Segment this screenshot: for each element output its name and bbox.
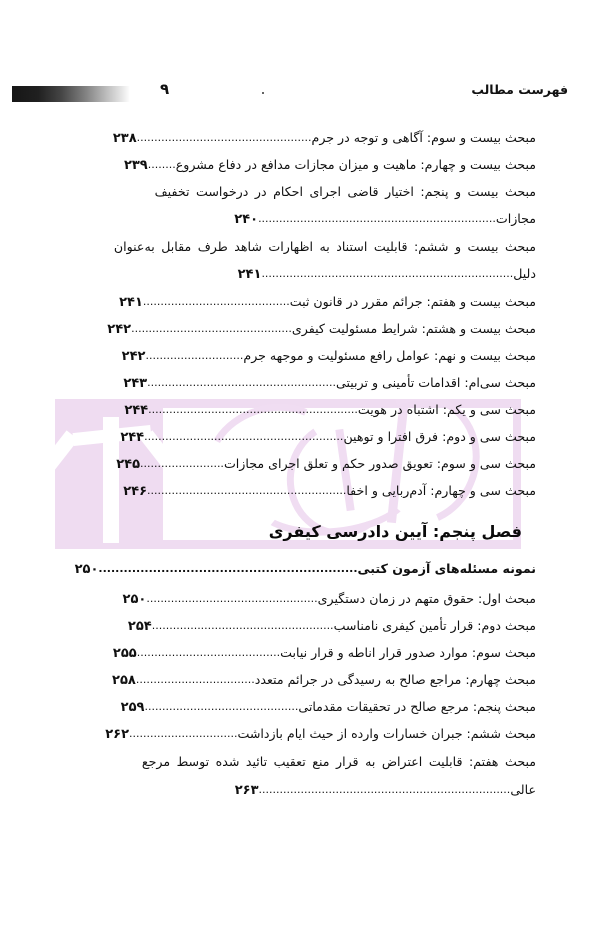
toc-entry-page-number: ۲۴۳ (123, 376, 148, 391)
running-head-title: فهرست مطالب (471, 82, 568, 97)
toc-entry-label: مجازات (495, 211, 536, 226)
toc-entry-leader-dots: .................................................................... (258, 212, 496, 225)
toc-entry-leader-dots: .............................................................. (98, 562, 358, 575)
toc-entry-label: مبحث بیست و ششم: قابلیت استناد به اظهارات شاهد طرف مقابل به‌عنوان (113, 239, 536, 254)
toc-entry-label: مبحث ششم: جبران خسارات وارده از حیث ایام بازداشت (237, 726, 536, 741)
toc-entry-leader-dots: ........................................................................ (258, 783, 511, 796)
toc-entry-leader-dots: ........................................................................ (261, 267, 514, 280)
toc-entry[interactable] (100, 646, 536, 662)
toc-entry-page-number: ۲۶۲ (105, 727, 130, 742)
toc-entry-leader-dots: ...................................................... (147, 376, 336, 389)
toc-entry[interactable] (100, 158, 536, 174)
page-folio-number: ۹ (160, 80, 170, 98)
toc-entry[interactable] (100, 592, 536, 608)
toc-entry-page-number: ۲۶۳ (234, 783, 259, 798)
toc-entry[interactable] (100, 267, 536, 283)
toc-entry-leader-dots: ........................ (140, 457, 224, 470)
toc-entry-leader-dots: ......................................... (136, 646, 281, 659)
toc-entry[interactable] (100, 430, 536, 446)
toc-entry-page-number: ۲۵۴ (127, 619, 152, 634)
toc-entry-label: مبحث اول: حقوق متهم در زمان دستگیری (317, 591, 536, 606)
toc-entry-page-number: ۲۴۰ (234, 212, 259, 227)
running-head-dot (262, 92, 264, 94)
toc-entry-label: مبحث چهارم: مراجع صالح به رسیدگی در جرائم متعدد (254, 672, 536, 687)
toc-entry[interactable] (100, 403, 536, 419)
toc-entry-leader-dots: ......................................................... (144, 430, 344, 443)
toc-entry-page-number: ۲۵۵ (112, 646, 137, 661)
toc-entry[interactable] (100, 619, 536, 635)
toc-entry-page-number: ۲۳۸ (112, 131, 137, 146)
toc-entry-label: دلیل (513, 266, 536, 281)
running-head (0, 82, 600, 104)
toc-entry-page-number: ۲۴۱ (119, 295, 143, 310)
toc-entry-page-number: ۲۵۸ (112, 673, 136, 688)
toc-entry-leader-dots: ............................................ (144, 700, 299, 713)
toc-entry-leader-dots: ................................................. (146, 592, 318, 605)
toc-entry-leader-dots: .................................................. (136, 131, 312, 144)
toc-entry[interactable] (100, 322, 536, 338)
toc-entry-label: مبحث بیست و چهارم: ماهیت و میزان مجازات مدافع در دفاع مشروع (175, 157, 536, 172)
toc-entry[interactable] (100, 295, 536, 311)
toc-entry-label: مبحث سی و دوم: فرق افترا و توهین (343, 429, 536, 444)
toc-entry-label: عالی (510, 782, 536, 797)
toc-entry[interactable] (100, 212, 536, 228)
toc-entry-page-number: ۲۴۲ (107, 322, 132, 337)
toc-entry-page-number: ۲۵۰ (74, 562, 99, 577)
toc-entry-label: مبحث سی‌ام: اقدامات تأمینی و تربیتی (335, 375, 536, 390)
toc-entry[interactable] (100, 783, 536, 799)
toc-entry-page-number: ۲۵۰ (122, 592, 147, 607)
toc-entry[interactable] (100, 349, 536, 365)
toc-entry-label: مبحث بیست و سوم: آگاهی و توجه در جرم (311, 130, 536, 145)
toc-entry[interactable] (100, 755, 536, 771)
toc-entry-page-number: ۲۴۵ (116, 457, 141, 472)
toc-entry-page-number: ۲۴۴ (124, 403, 149, 418)
toc-entry-label: مبحث پنجم: مرجع صالح در تحقیقات مقدماتی (298, 699, 536, 714)
toc-entry-leader-dots: ............................................................ (148, 403, 358, 416)
toc-entry-leader-dots: .............................................. (131, 322, 292, 335)
toc-entry[interactable] (100, 131, 536, 147)
toc-entry[interactable] (100, 484, 536, 500)
toc-entry[interactable] (100, 240, 536, 256)
toc-entry[interactable] (100, 673, 536, 689)
toc-entry[interactable] (100, 727, 536, 743)
toc-entry-page-number: ۲۴۶ (123, 484, 148, 499)
toc-entry-label: مبحث سی و چهارم: آدم‌ربایی و اخفا (346, 483, 536, 498)
toc-entry-leader-dots: ............................... (129, 727, 238, 740)
toc-entry-leader-dots: ............................ (145, 349, 244, 362)
toc-entry-label: مبحث سوم: موارد صدور قرار اناطه و قرار نیابت (280, 645, 536, 660)
toc-entry-label: مبحث دوم: قرار تأمین کیفری نامناسب (333, 618, 536, 633)
chapter-heading[interactable]: فصل پنجم: آیین دادرسی کیفری (268, 522, 522, 541)
toc-entry-label: مبحث بیست و هشتم: شرایط مسئولیت کیفری (291, 321, 536, 336)
toc-entry-label: مبحث هفتم: قابلیت اعتراض به قرار منع تعقیب تائید شده توسط مرجع (141, 754, 536, 769)
toc-entry-label: مبحث بیست و هفتم: جرائم مقرر در قانون ثبت (289, 294, 536, 309)
toc-entry-leader-dots: .................................. (135, 673, 255, 686)
toc-entry[interactable] (100, 700, 536, 716)
toc-entry[interactable] (100, 376, 536, 392)
toc-entry[interactable] (74, 561, 536, 578)
toc-entry-page-number: ۲۴۴ (120, 430, 145, 445)
toc-entry-page-number: ۲۵۹ (120, 700, 145, 715)
toc-entry-label: مبحث سی و یکم: اشتباه در هویت (357, 402, 536, 417)
toc-entry-label: نمونه مسئله‌های آزمون کتبی (357, 561, 536, 576)
toc-entry-leader-dots: .......................................... (142, 295, 290, 308)
toc-entry-label: مبحث سی و سوم: تعویق صدور حکم و تعلق اجرای مجازات (223, 456, 536, 471)
toc-entry-page-number: ۲۴۱ (237, 267, 262, 282)
toc-entry-page-number: ۲۴۲ (121, 349, 146, 364)
toc-entry[interactable] (100, 457, 536, 473)
toc-entry-label: مبحث بیست و نهم: عوامل رافع مسئولیت و موجهه جرم (243, 348, 536, 363)
toc-entry-leader-dots: ........ (147, 158, 176, 171)
toc-entry-label: مبحث بیست و پنجم: اختیار قاضی اجرای احکام در درخواست تخفیف (154, 184, 536, 199)
toc-entry-leader-dots: ......................................................... (147, 484, 347, 497)
toc-entry-leader-dots: .................................................... (151, 619, 334, 632)
toc-entry[interactable] (100, 185, 536, 201)
toc-entry-page-number: ۲۳۹ (123, 158, 148, 173)
